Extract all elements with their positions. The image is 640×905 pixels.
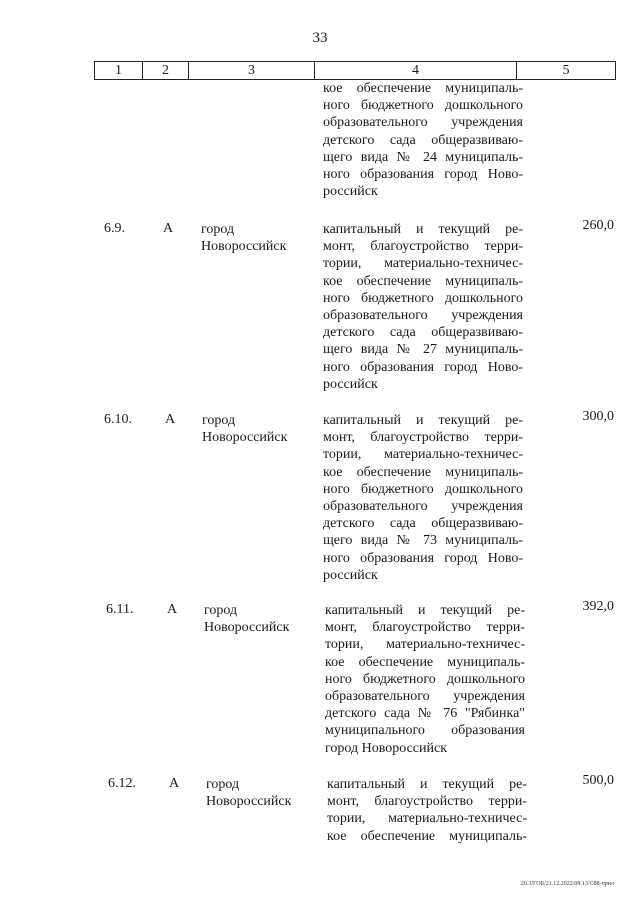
row-city [201,221,286,255]
description-line: кое обеспечение муниципаль- [323,464,523,480]
description-line: детского сада общеразвиваю- [323,132,523,148]
description-line: тории, материально-техничес- [323,256,523,272]
description-line: монт, благоустройство терри- [327,794,527,810]
row-description [325,602,525,757]
city-line: Новороссийск [204,620,290,636]
city-line: город [206,777,240,792]
row-number: 6.10. [104,412,132,427]
row-number: 6.9. [104,221,125,236]
row-description [323,221,523,393]
description-line: капитальный и текущий ре- [323,413,523,428]
column-header-5: 5 [562,63,570,78]
description-line: детского сада общеразвиваю- [323,325,523,341]
row-amount: 300,0 [582,409,614,424]
description-line: ного бюджетного дошкольного [323,290,523,306]
description-line: тории, материально-техничес- [323,447,523,463]
city-line: Новороссийск [202,430,288,446]
description-line: российск [323,376,378,392]
description-line: кое обеспечение муниципаль- [323,81,523,96]
description-line: монт, благоустройство терри- [325,620,525,636]
column-header-2: 2 [143,62,189,79]
row-type: А [169,776,180,791]
city-line: город [204,603,238,618]
description-line: щего вида № 73 муниципаль- [323,533,523,549]
description-line: образовательного учреждения [323,115,523,131]
row-city [206,776,291,810]
page-number: 33 [312,30,328,46]
city-line: Новороссийск [201,239,287,255]
description-line: российск [323,567,378,583]
description-line: ного бюджетного дошкольного [323,98,523,114]
description-line: монт, благоустройство терри- [323,239,523,255]
description-line: ного бюджетного дошкольного [323,481,523,497]
description-line: образовательного учреждения [325,689,525,705]
description-line: щего вида № 24 муниципаль- [323,149,523,165]
row-amount: 260,0 [582,218,614,233]
description-line: ного образования город Ново- [323,167,523,183]
description-line: детского сада № 76 "Рябинка" [325,706,525,722]
description-line: монт, благоустройство терри- [323,430,523,446]
row-type: А [163,221,174,236]
description-line: образовательного учреждения [323,308,523,324]
description-line: капитальный и текущий ре- [325,603,525,618]
row-city [202,412,287,446]
row-number: 6.12. [108,776,136,791]
description-line: образовательного учреждения [323,499,523,515]
description-line: капитальный и текущий ре- [327,777,527,792]
description-line: кое обеспечение муниципаль- [325,654,525,670]
description-line: ного образования город Ново- [323,359,523,375]
description-line: капитальный и текущий ре- [323,222,523,237]
column-header-1: 1 [95,62,143,79]
row-city [204,602,289,636]
row-number: 6.11. [106,602,134,617]
row-description [327,776,527,845]
column-header-4: 4 [315,62,517,79]
description-line: кое обеспечение муниципаль- [327,828,527,844]
city-line: Новороссийск [206,794,292,810]
row-description [323,412,523,584]
description-line: кое обеспечение муниципаль- [323,273,523,289]
footer-code: 20.3/ГОБ/21.12.2022/09.13/С88-прил [520,881,614,887]
row-amount: 392,0 [582,599,614,614]
column-header-row [94,61,616,80]
description-line: город Новороссийск [325,740,448,756]
description-line: щего вида № 27 муниципаль- [323,342,523,358]
row-type: А [167,602,178,617]
description-line: ного бюджетного дошкольного [325,671,525,687]
description-line: тории, материально-техничес- [325,637,525,653]
column-header-3: 3 [189,62,315,79]
description-line: российск [323,184,378,200]
continuation-description [323,80,523,200]
description-line: тории, материально-техничес- [327,811,527,827]
city-line: город [202,413,236,428]
description-line: ного образования город Ново- [323,550,523,566]
row-amount: 500,0 [582,773,614,788]
description-line: муниципального образования [325,723,525,739]
row-type: А [165,412,176,427]
city-line: город [201,222,235,237]
description-line: детского сада общеразвиваю- [323,516,523,532]
